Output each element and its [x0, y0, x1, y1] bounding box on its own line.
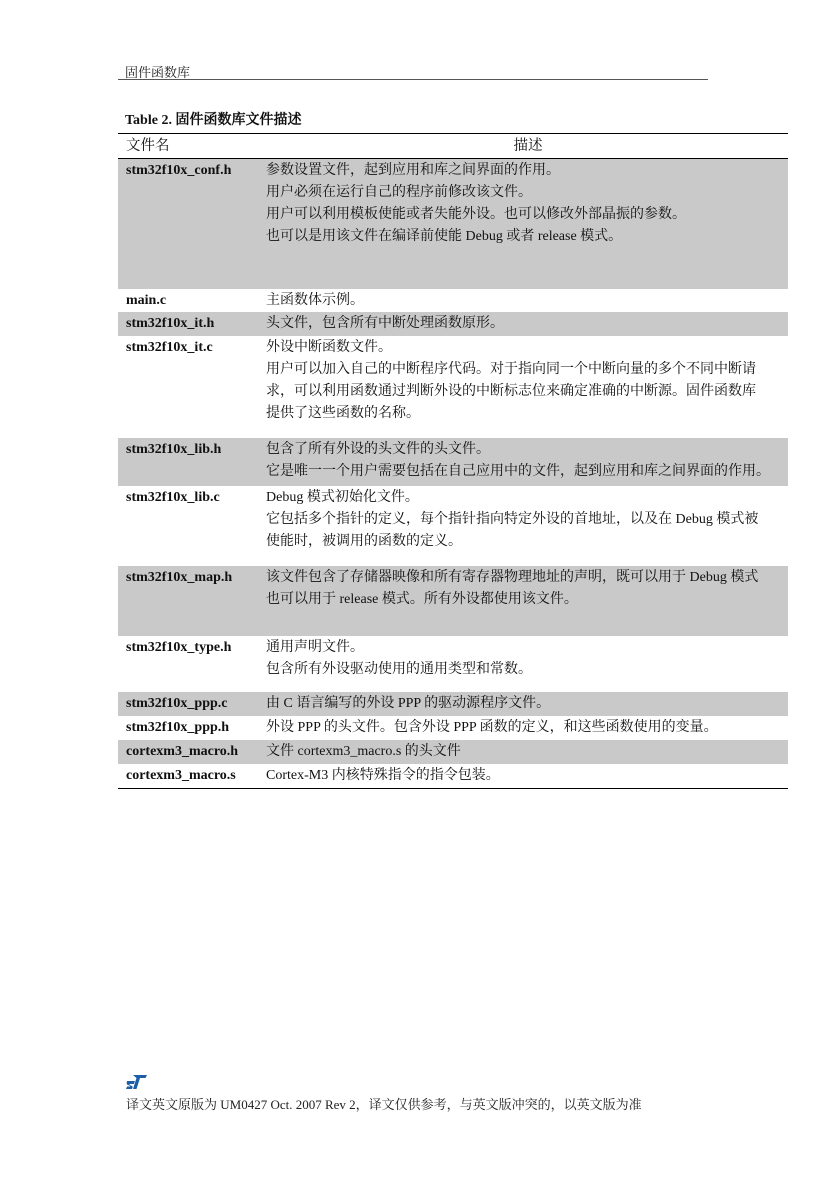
description-line: 通用声明文件。 — [266, 640, 364, 655]
description-line: 求，可以利用函数通过判断外设的中断标志位来确定准确的中断源。固件函数库 — [266, 384, 756, 399]
filename-cell: stm32f10x_map.h — [126, 570, 233, 585]
filename-cell: stm32f10x_lib.h — [126, 442, 222, 457]
table-row — [118, 336, 788, 438]
table-row — [118, 566, 788, 636]
table-row — [118, 438, 788, 486]
description-line: 外设中断函数文件。 — [266, 340, 392, 355]
filename-cell: stm32f10x_type.h — [126, 640, 232, 655]
column-header-description: 描述 — [513, 138, 543, 154]
table-row — [118, 289, 788, 312]
description-line: Cortex-M3 内核特殊指令的指令包装。 — [266, 768, 500, 783]
description-line: 用户可以加入自己的中断程序代码。对于指向同一个中断向量的多个不同中断请 — [266, 362, 756, 377]
description-cell — [260, 692, 788, 716]
table-row — [118, 486, 788, 566]
filename-cell: stm32f10x_ppp.h — [126, 720, 230, 735]
description-cell — [260, 312, 788, 336]
column-header-filename: 文件名 — [126, 138, 170, 154]
st-logo-icon — [126, 1073, 148, 1096]
description-cell — [260, 636, 788, 692]
description-line: 该文件包含了存储器映像和所有寄存器物理地址的声明，既可以用于 Debug 模式 — [266, 570, 759, 585]
table-row — [118, 312, 788, 336]
description-line: 头文件，包含所有中断处理函数原形。 — [266, 316, 504, 331]
description-line: 用户必须在运行自己的程序前修改该文件。 — [266, 185, 532, 200]
filename-cell: stm32f10x_it.c — [126, 340, 213, 355]
table-row — [118, 159, 788, 289]
filename-cell: stm32f10x_ppp.c — [126, 696, 228, 711]
description-line: 包含了所有外设的头文件的头文件。 — [266, 442, 490, 457]
description-line: 包含所有外设驱动使用的通用类型和常数。 — [266, 662, 532, 677]
footer-note: 译文英文原版为 UM0427 Oct. 2007 Rev 2，译文仅供参考，与英文版冲突的，以英文版为准 — [126, 1097, 642, 1112]
table-row — [118, 692, 788, 716]
table-row — [118, 716, 788, 740]
description-line: 它包括多个指针的定义，每个指针指向特定外设的首地址，以及在 Debug 模式被 — [266, 512, 759, 527]
description-line: Debug 模式初始化文件。 — [266, 490, 419, 505]
description-cell — [260, 289, 788, 312]
description-line: 也可以是用该文件在编译前使能 Debug 或者 release 模式。 — [266, 229, 623, 244]
table-row — [118, 764, 788, 788]
description-cell — [260, 740, 788, 764]
description-line: 文件 cortexm3_macro.s 的头文件 — [266, 744, 461, 759]
filename-cell: stm32f10x_lib.c — [126, 490, 220, 505]
description-cell — [260, 566, 788, 636]
filename-cell: stm32f10x_it.h — [126, 316, 215, 331]
description-line: 使能时，被调用的函数的定义。 — [266, 534, 462, 549]
filename-cell: stm32f10x_conf.h — [126, 163, 232, 178]
filename-cell: cortexm3_macro.s — [126, 768, 236, 783]
description-cell — [260, 159, 788, 289]
table-row — [118, 740, 788, 764]
header-rule — [118, 79, 708, 80]
description-cell — [260, 486, 788, 566]
table-body — [118, 159, 788, 788]
table-header — [118, 134, 788, 158]
description-line: 也可以用于 release 模式。所有外设都使用该文件。 — [266, 592, 578, 607]
description-cell — [260, 716, 788, 740]
running-header: 固件函数库 — [125, 65, 191, 80]
description-line: 提供了这些函数的名称。 — [266, 406, 420, 421]
filename-cell: cortexm3_macro.h — [126, 744, 239, 759]
filename-cell: main.c — [126, 293, 167, 308]
description-line: 由 C 语言编写的外设 PPP 的驱动源程序文件。 — [266, 696, 551, 711]
description-cell — [260, 438, 788, 486]
description-line: 用户可以利用模板使能或者失能外设。也可以修改外部晶振的参数。 — [266, 207, 686, 222]
table-row — [118, 636, 788, 692]
table-caption: Table 2. 固件函数库文件描述 — [125, 113, 302, 128]
description-cell — [260, 764, 788, 788]
description-cell — [260, 336, 788, 438]
file-description-table — [118, 133, 788, 789]
description-line: 它是唯一一个用户需要包括在自己应用中的文件，起到应用和库之间界面的作用。 — [266, 464, 770, 479]
description-line: 参数设置文件，起到应用和库之间界面的作用。 — [266, 163, 560, 178]
description-line: 外设 PPP 的头文件。包含外设 PPP 函数的定义，和这些函数使用的变量。 — [266, 720, 718, 735]
description-line: 主函数体示例。 — [266, 293, 364, 308]
table-bottom-rule — [118, 788, 788, 789]
